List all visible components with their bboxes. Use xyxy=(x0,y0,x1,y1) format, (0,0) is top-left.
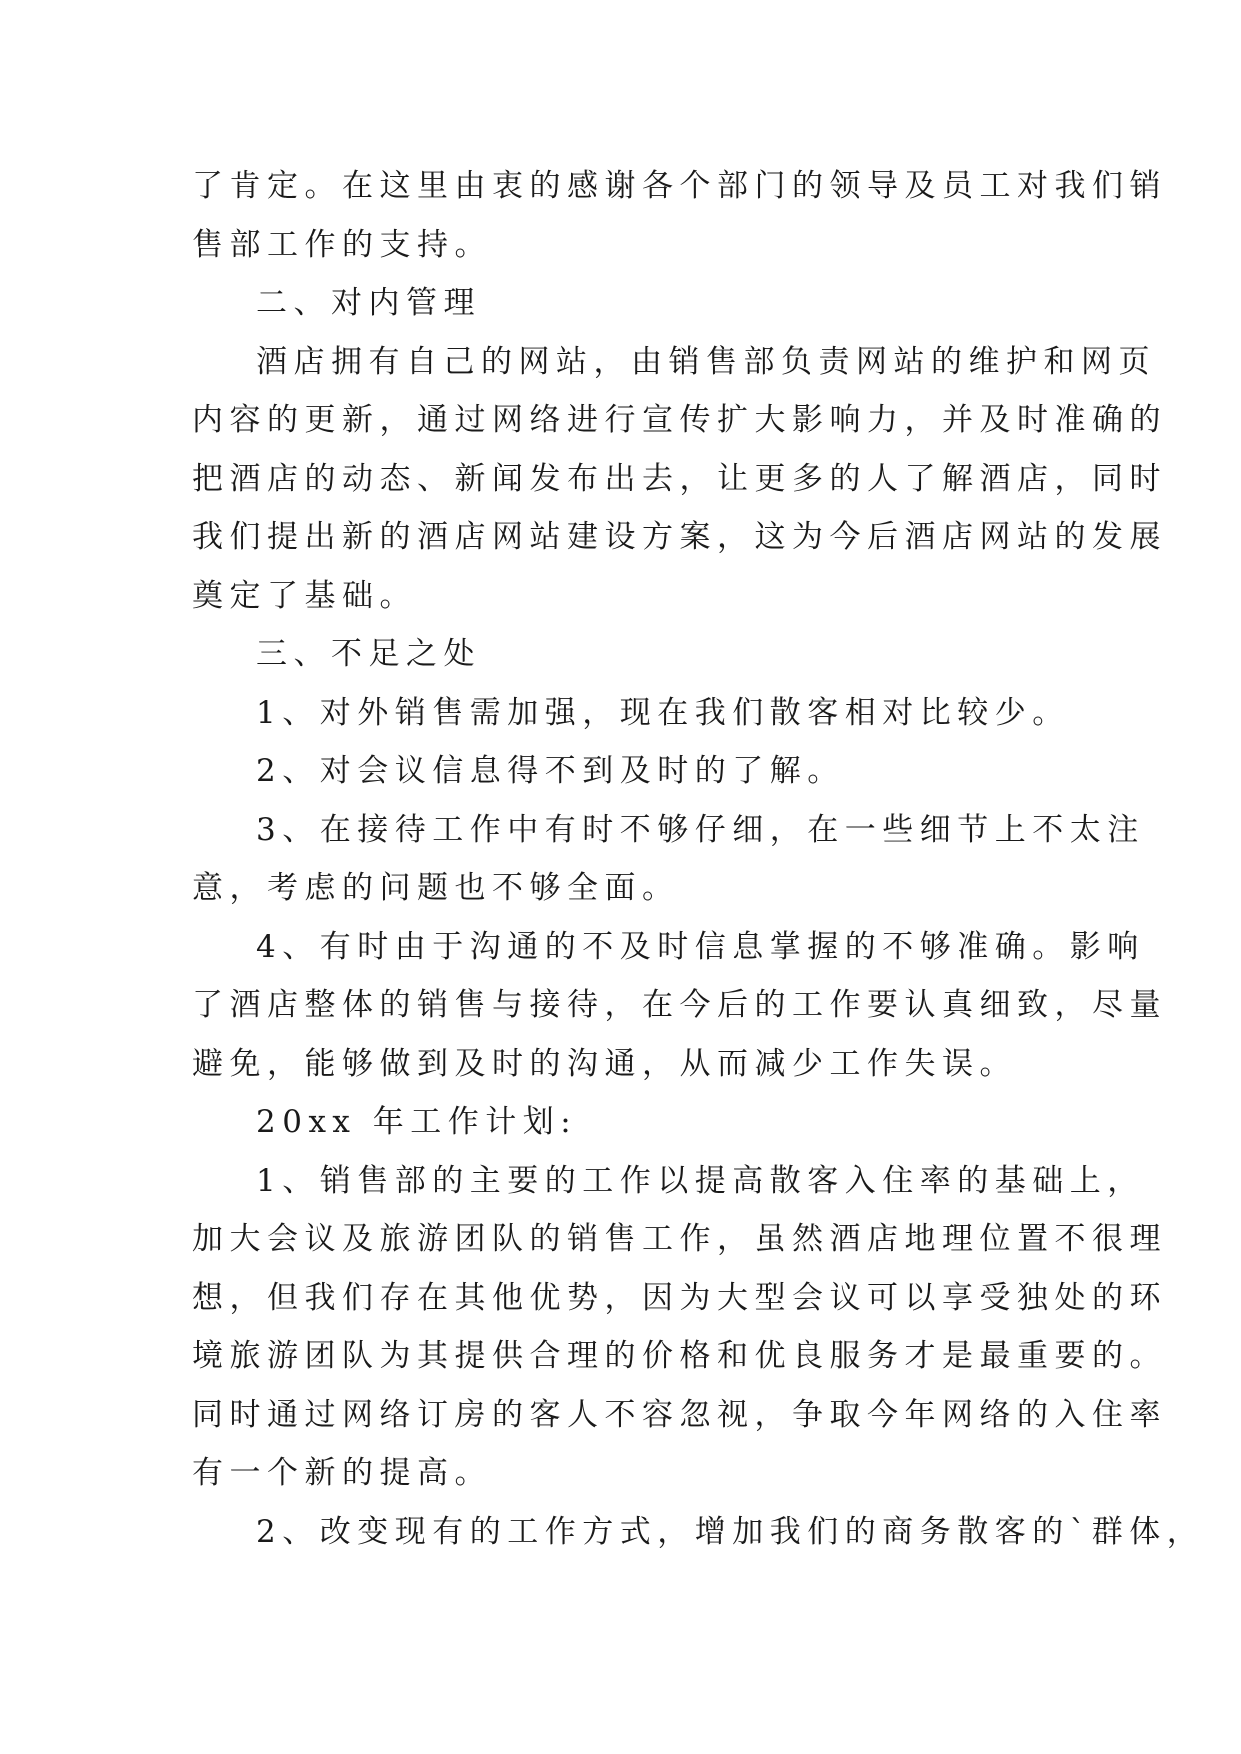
list-item: 2、改变现有的工作方式，增加我们的商务散客的`群体， xyxy=(256,1513,1205,1550)
text-line: 内容的更新，通过网络进行宣传扩大影响力，并及时准确的 xyxy=(192,402,1167,438)
list-item: 1、对外销售需加强，现在我们散客相对比较少。 xyxy=(256,694,1070,731)
text-line: 避免，能够做到及时的沟通，从而减少工作失误。 xyxy=(192,1045,1017,1082)
text-line: 想，但我们存在其他优势，因为大型会议可以享受独处的环 xyxy=(192,1279,1167,1316)
list-item: 4、有时由于沟通的不及时信息掌握的不够准确。影响 xyxy=(256,928,1145,965)
text-line: 了酒店整体的销售与接待，在今后的工作要认真细致，尽量 xyxy=(192,987,1167,1023)
list-item: 1、销售部的主要的工作以提高散客入住率的基础上， xyxy=(256,1162,1145,1199)
text-line: 酒店拥有自己的网站，由销售部负责网站的维护和网页 xyxy=(256,343,1156,380)
section-heading: 20xx 年工作计划: xyxy=(256,1104,578,1140)
text-line: 同时通过网络订房的客人不容忽视，争取今年网络的入住率 xyxy=(192,1396,1167,1433)
section-heading: 二、对内管理 xyxy=(256,285,481,321)
list-item: 3、在接待工作中有时不够仔细，在一些细节上不太注 xyxy=(256,811,1145,848)
text-line: 了肯定。在这里由衷的感谢各个部门的领导及员工对我们销 xyxy=(192,168,1167,204)
document-body xyxy=(192,157,1205,1561)
text-line: 售部工作的支持。 xyxy=(192,226,492,263)
text-line: 我们提出新的酒店网站建设方案，这为今后酒店网站的发展 xyxy=(192,519,1167,555)
text-line: 有一个新的提高。 xyxy=(192,1455,492,1491)
text-line: 加大会议及旅游团队的销售工作，虽然酒店地理位置不很理 xyxy=(192,1221,1167,1257)
text-line: 意，考虑的问题也不够全面。 xyxy=(192,870,680,906)
text-line: 奠定了基础。 xyxy=(192,577,417,614)
text-line: 境旅游团队为其提供合理的价格和优良服务才是最重要的。 xyxy=(192,1338,1167,1374)
section-heading: 三、不足之处 xyxy=(256,636,481,672)
list-item: 2、对会议信息得不到及时的了解。 xyxy=(256,753,845,789)
text-line: 把酒店的动态、新闻发布出去，让更多的人了解酒店，同时 xyxy=(192,460,1167,497)
